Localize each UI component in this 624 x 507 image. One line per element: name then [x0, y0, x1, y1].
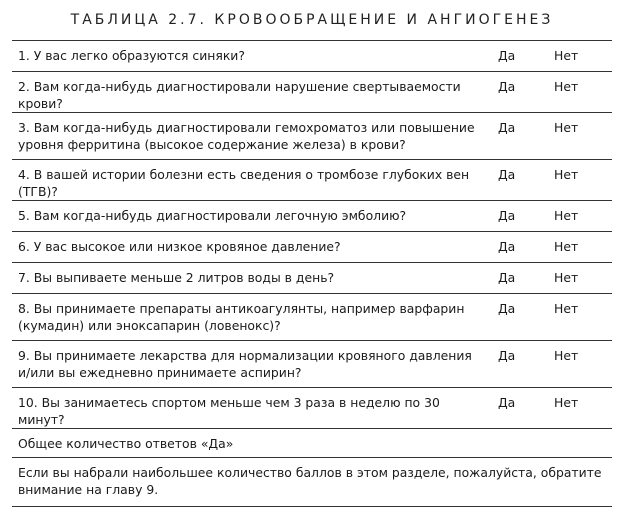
- question-row: [12, 388, 612, 429]
- yes-option[interactable]: Да: [498, 270, 516, 285]
- question-row: [12, 160, 612, 201]
- footer-row: [12, 458, 612, 507]
- table-title: ТАБЛИЦА 2.7. КРОВООБРАЩЕНИЕ И АНГИОГЕНЕЗ: [70, 12, 554, 28]
- total-row: [12, 429, 612, 458]
- yes-option[interactable]: Да: [498, 348, 516, 363]
- questionnaire-table: [12, 40, 612, 507]
- no-option[interactable]: Нет: [554, 395, 579, 410]
- no-option[interactable]: Нет: [554, 79, 579, 94]
- question-row: [12, 232, 612, 263]
- yes-option[interactable]: Да: [498, 120, 516, 135]
- question-text: 2. Вам когда-нибудь диагностировали нарушение свертываемости крови?: [18, 79, 461, 111]
- yes-option[interactable]: Да: [498, 48, 516, 63]
- no-option[interactable]: Нет: [554, 301, 579, 316]
- no-option[interactable]: Нет: [554, 348, 579, 363]
- question-row: [12, 201, 612, 232]
- footer-note: Если вы набрали наибольшее количество баллов в этом разделе, пожалуйста, обратите внимание на главу 9.: [18, 465, 602, 497]
- question-row: [12, 341, 612, 388]
- question-row: [12, 72, 612, 113]
- no-option[interactable]: Нет: [554, 167, 579, 182]
- question-row: [12, 294, 612, 341]
- no-option[interactable]: Нет: [554, 270, 579, 285]
- yes-option[interactable]: Да: [498, 79, 516, 94]
- question-text: 5. Вам когда-нибудь диагностировали легочную эмболию?: [18, 208, 407, 223]
- question-text: 4. В вашей истории болезни есть сведения о тромбозе глубоких вен (ТГВ)?: [18, 167, 470, 199]
- question-text: 8. Вы принимаете препараты антикоагулянты, например варфарин (кумадин) или эноксапарин (ловенокс)?: [18, 301, 465, 333]
- question-text: 1. У вас легко образуются синяки?: [18, 48, 245, 63]
- no-option[interactable]: Нет: [554, 239, 579, 254]
- question-text: 3. Вам когда-нибудь диагностировали гемохроматоз или повышение уровня ферритина (высокое содержание железа) в крови?: [18, 120, 475, 152]
- question-row: [12, 41, 612, 72]
- question-row: [12, 263, 612, 294]
- yes-option[interactable]: Да: [498, 208, 516, 223]
- question-text: 7. Вы выпиваете меньше 2 литров воды в день?: [18, 270, 335, 285]
- question-text: 10. Вы занимаетесь спортом меньше чем 3 раза в неделю по 30 минут?: [18, 395, 440, 427]
- yes-option[interactable]: Да: [498, 167, 516, 182]
- yes-option[interactable]: Да: [498, 239, 516, 254]
- question-text: 6. У вас высокое или низкое кровяное давление?: [18, 239, 341, 254]
- no-option[interactable]: Нет: [554, 120, 579, 135]
- no-option[interactable]: Нет: [554, 48, 579, 63]
- yes-option[interactable]: Да: [498, 301, 516, 316]
- total-yes-label: Общее количество ответов «Да»: [18, 436, 234, 451]
- yes-option[interactable]: Да: [498, 395, 516, 410]
- question-text: 9. Вы принимаете лекарства для нормализации кровяного давления и/или вы ежедневно принимаете аспирин?: [18, 348, 472, 380]
- question-row: [12, 113, 612, 160]
- no-option[interactable]: Нет: [554, 208, 579, 223]
